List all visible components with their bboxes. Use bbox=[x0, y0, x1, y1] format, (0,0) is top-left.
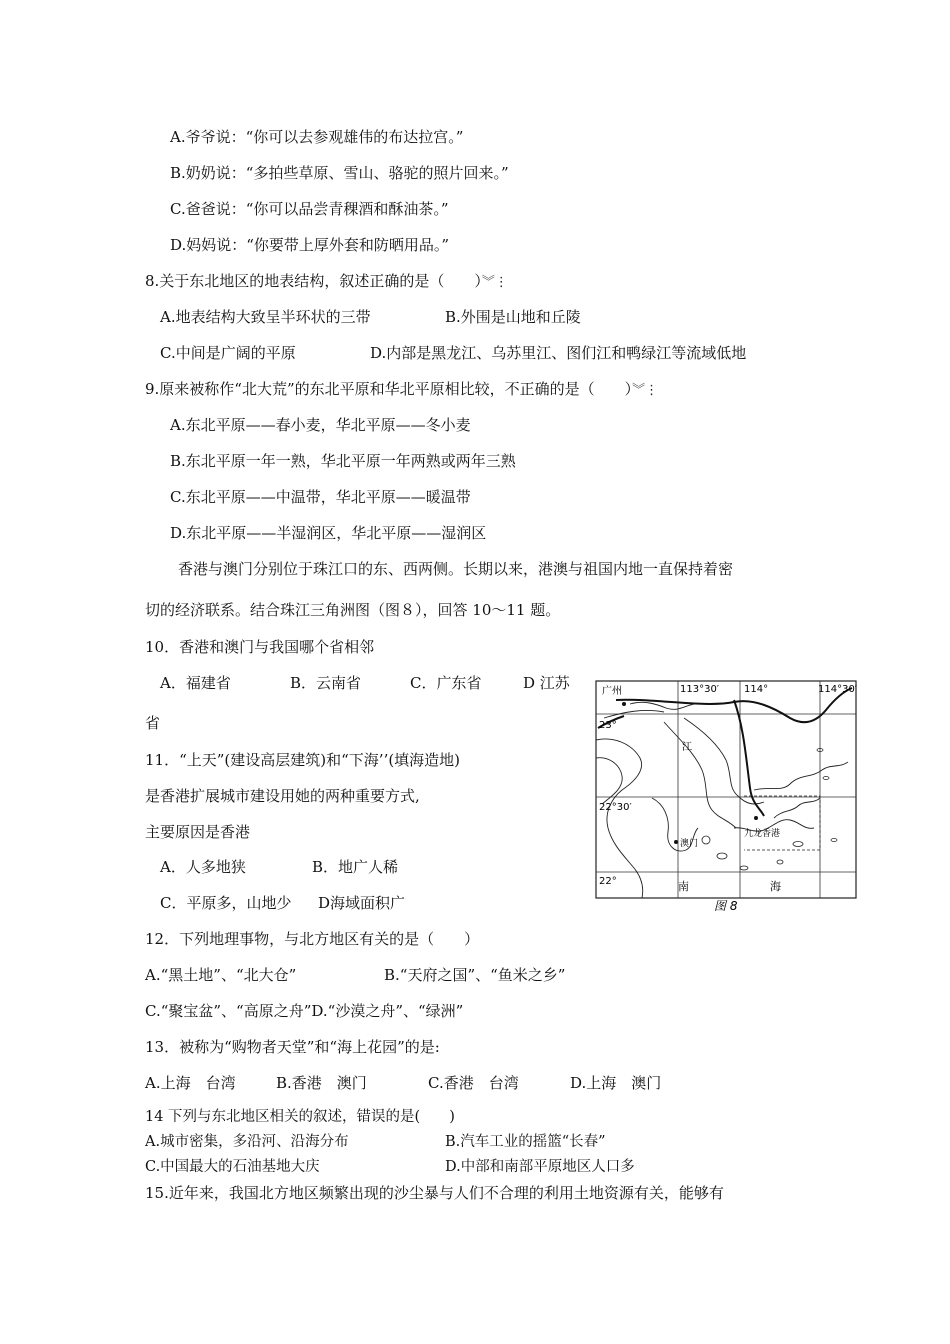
q8-option-c: C.中间是广阔的平原 bbox=[160, 344, 296, 362]
q9-option-b: B.东北平原一年一熟，华北平原一年两熟或两年三熟 bbox=[170, 452, 516, 470]
q8-mark-icon: ︾⋮ bbox=[481, 275, 508, 290]
q14-option-a: A.城市密集，多沿河、沿海分布 bbox=[145, 1134, 349, 1150]
q9-stem bbox=[145, 379, 658, 401]
macau-dot bbox=[674, 840, 678, 844]
label-macau: 澳门 bbox=[680, 839, 699, 849]
label-sea-2: 海 bbox=[770, 880, 781, 893]
q9-mark-icon: ︾⋮ bbox=[632, 383, 659, 398]
q10-option-d-cont: 省 bbox=[145, 714, 161, 732]
label-lat-22: 22° bbox=[599, 876, 617, 887]
intro-line-1: 香港与澳门分别位于珠江口的东、西两侧。长期以来，港澳与祖国内地一直保持着密 bbox=[178, 560, 734, 578]
q10-stem: 10．香港和澳门与我国哪个省相邻 bbox=[145, 638, 375, 656]
guangzhou-dot bbox=[622, 702, 626, 706]
label-guangzhou: 广州 bbox=[602, 686, 622, 697]
q10-option-c: C．广东省 bbox=[410, 674, 482, 692]
label-sea-1: 南 bbox=[678, 880, 689, 893]
q10-option-a: A．福建省 bbox=[160, 674, 231, 692]
q8-stem bbox=[145, 271, 508, 293]
q14-stem: 14 下列与东北地区相关的叙述，错误的是( ) bbox=[145, 1109, 455, 1125]
q11-option-d: D海域面积广 bbox=[318, 894, 406, 912]
q12-stem: 12．下列地理事物，与北方地区有关的是（ ） bbox=[145, 930, 480, 948]
q9-option-a: A.东北平原——春小麦，华北平原——冬小麦 bbox=[170, 416, 471, 434]
q13-stem: 13．被称为“购物者天堂”和“海上花园”的是: bbox=[145, 1038, 440, 1056]
label-lat-23: 23° bbox=[599, 720, 617, 731]
q10-option-b: B．云南省 bbox=[290, 674, 362, 692]
q13-option-c: C.香港 台湾 bbox=[428, 1074, 519, 1092]
label-jiang: 江 bbox=[682, 742, 692, 753]
q12-option-a: A.“黑土地”、“北大仓” bbox=[145, 966, 297, 984]
q9-stem-text: 9.原来被称作“北大荒”的东北平原和华北平原相比较，不正确的是（ ） bbox=[145, 380, 633, 398]
q12-option-b: B.“天府之国”、“鱼米之乡” bbox=[384, 966, 566, 984]
label-hongkong: 香港 bbox=[762, 829, 781, 839]
q13-option-a: A.上海 台湾 bbox=[145, 1074, 236, 1092]
q8-option-b: B.外围是山地和丘陵 bbox=[445, 308, 581, 326]
label-lon-114-30: 114°30′ bbox=[818, 684, 858, 695]
q8-option-d: D.内部是黑龙江、乌苏里江、图们江和鸭绿江等流域低地 bbox=[370, 344, 747, 362]
q14-option-c: C.中国最大的石油基地大庆 bbox=[145, 1159, 320, 1175]
q14-option-d: D.中部和南部平原地区人口多 bbox=[445, 1159, 635, 1175]
q15-line-1: 15.近年来，我国北方地区频繁出现的沙尘暴与人们不合理的利用土地资源有关，能够有 bbox=[145, 1184, 724, 1202]
q10-option-d: D 江苏 bbox=[523, 674, 570, 692]
q14-option-b: B.汽车工业的摇篮“长春” bbox=[445, 1134, 606, 1150]
label-lon-114: 114° bbox=[744, 684, 769, 695]
intro-line-2: 切的经济联系。结合珠江三角洲图（图８），回答 10～11 题。 bbox=[145, 601, 561, 619]
q7-option-d: D.妈妈说：“你要带上厚外套和防晒用品。” bbox=[170, 236, 450, 254]
q11-option-c: C．平原多，山地少 bbox=[160, 894, 292, 912]
q11-line-3: 主要原因是香港 bbox=[145, 823, 251, 841]
q9-option-c: C.东北平原——中温带，华北平原——暖温带 bbox=[170, 488, 471, 506]
q7-option-a: A.爷爷说：“你可以去参观雄伟的布达拉宫。” bbox=[170, 128, 464, 146]
q12-option-cd: C.“聚宝盆”、“高原之舟”D.“沙漠之舟”、“绿洲” bbox=[145, 1002, 464, 1020]
q11-line-2: 是香港扩展城市建设用她的两种重要方式, bbox=[145, 787, 420, 805]
label-lon-113-30: 113°30′ bbox=[680, 684, 720, 695]
q13-option-b: B.香港 澳门 bbox=[276, 1074, 367, 1092]
q13-option-d: D.上海 澳门 bbox=[570, 1074, 662, 1092]
label-kowloon: 九龙 bbox=[744, 829, 763, 839]
q11-line-1: 11．“上天”(建设高层建筑)和“下海’’(填海造地) bbox=[145, 751, 461, 769]
q8-option-a: A.地表结构大致呈半环状的三带 bbox=[160, 308, 371, 326]
pearl-river-delta-map bbox=[594, 678, 858, 912]
label-lat-22-30: 22°30′ bbox=[599, 802, 632, 813]
map-caption: 图 8 bbox=[714, 899, 738, 912]
q7-option-c: C.爸爸说：“你可以品尝青稞酒和酥油茶。” bbox=[170, 200, 449, 218]
q11-option-b: B．地广人稀 bbox=[312, 858, 399, 876]
q8-stem-text: 8.关于东北地区的地表结构，叙述正确的是（ ） bbox=[145, 272, 482, 290]
map-frame bbox=[596, 681, 856, 898]
q7-option-b: B.奶奶说：“多拍些草原、雪山、骆驼的照片回来。” bbox=[170, 164, 509, 182]
q9-option-d: D.东北平原——半湿润区，华北平原——湿润区 bbox=[170, 524, 487, 542]
hongkong-dot bbox=[754, 816, 758, 820]
q11-option-a: A．人多地狭 bbox=[160, 858, 246, 876]
